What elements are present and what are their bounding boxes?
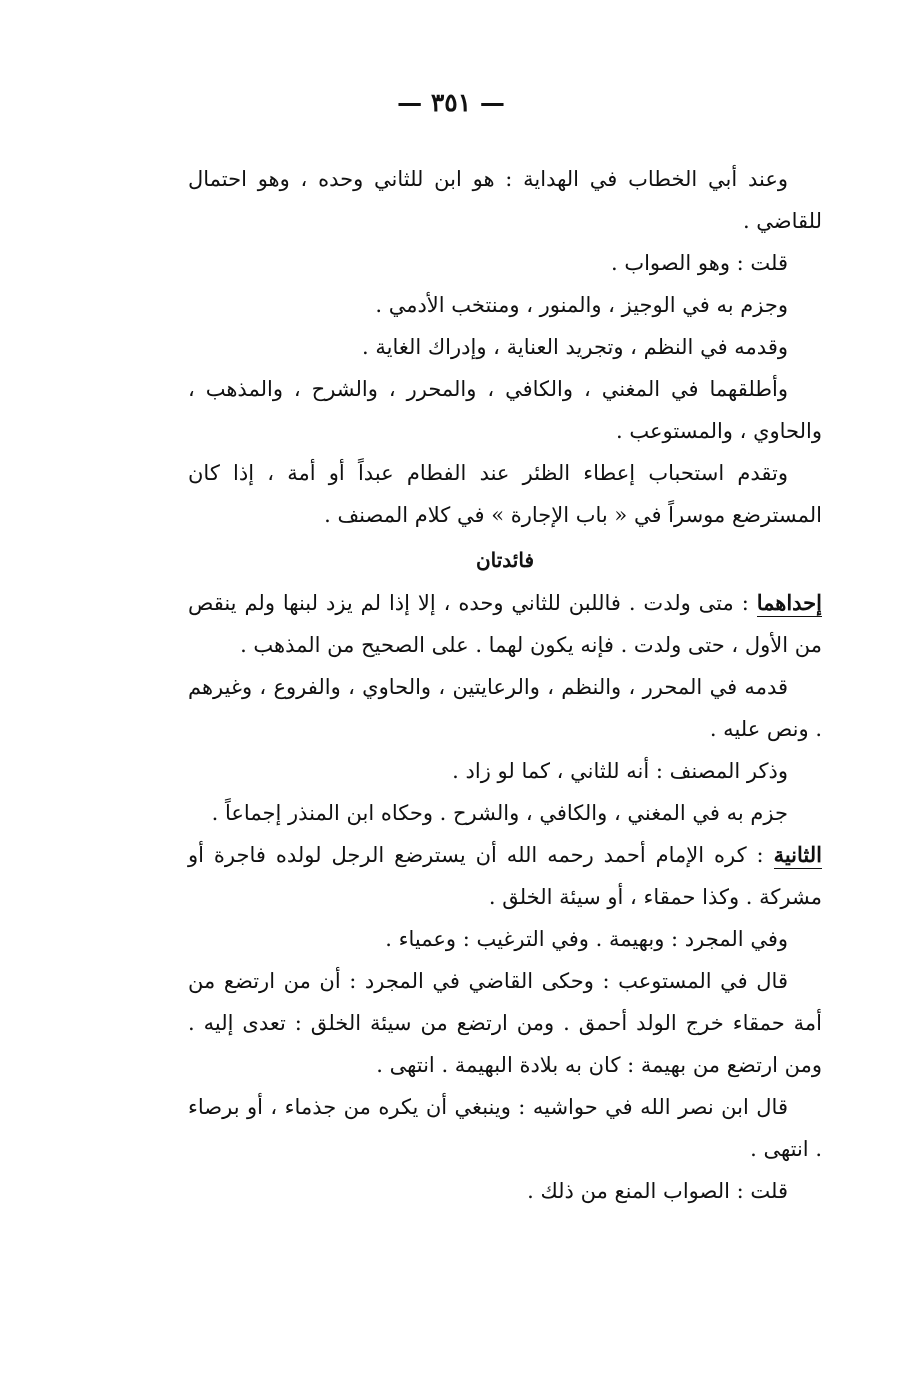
paragraph-1: وعند أبي الخطاب في الهداية : هو ابن للثاني وحده ، وهو احتمال للقاضي .	[188, 167, 822, 233]
paragraph-5: وأطلقهما في المغني ، والكافي ، والمحرر ، والشرح ، والمذهب ، والحاوي ، والمستوعب .	[188, 377, 822, 443]
paragraph-11-lead: الثانية	[773, 842, 822, 867]
paragraph-3: وجزم به في الوجيز ، والمنور ، ومنتخب الأدمي .	[375, 293, 788, 317]
paragraph-11-text: : كره الإمام أحمد رحمه الله أن يسترضع الرجل لولده فاجرة أو مشركة . وكذا حمقاء ، أو سيئة الخلق .	[188, 843, 822, 909]
paragraph-14: قال ابن نصر الله في حواشيه : وينبغي أن يكره من جذماء ، أو برصاء . انتهى .	[188, 1095, 822, 1161]
paragraph-2: قلت : وهو الصواب .	[610, 251, 788, 275]
paragraph-9: وذكر المصنف : أنه للثاني ، كما لو زاد .	[452, 759, 788, 783]
section-heading: فائدتان	[475, 548, 535, 572]
page-number: — ٣٥١ —	[397, 88, 505, 117]
paragraph-7-lead: إحداهما	[756, 590, 822, 615]
paragraph-13: قال في المستوعب : وحكى القاضي في المجرد : أن من ارتضع من أمة حمقاء خرج الولد أحمق . ومن ارتضع من سيئة الخلق : تعدى إليه . ومن ارتضع من بهيمة : كان به بلادة البهيمة . انتهى .	[188, 969, 822, 1077]
paragraph-7-text: : متى ولدت . فاللبن للثاني وحده ، إلا إذا لم يزد لبنها ولم ينقص من الأول ، حتى ولدت . فإنه يكون لهما . على الصحيح من المذهب .	[188, 591, 822, 657]
paragraph-10: جزم به في المغني ، والكافي ، والشرح . وحكاه ابن المنذر إجماعاً .	[211, 801, 788, 825]
paragraph-12: وفي المجرد : وبهيمة . وفي الترغيب : وعمياء .	[385, 927, 788, 951]
paragraph-8: قدمه في المحرر ، والنظم ، والرعايتين ، والحاوي ، والفروع ، وغيرهم . ونص عليه .	[188, 675, 822, 741]
paragraph-15: قلت : الصواب المنع من ذلك .	[527, 1179, 788, 1203]
page-body	[188, 158, 822, 1212]
paragraph-4: وقدمه في النظم ، وتجريد العناية ، وإدراك الغاية .	[361, 335, 788, 359]
paragraph-6: وتقدم استحباب إعطاء الظئر عند الفطام عبداً أو أمة ، إذا كان المسترضع موسراً في « باب الإجارة » في كلام المصنف .	[188, 461, 822, 527]
paragraph-11	[188, 834, 822, 918]
paragraph-7	[188, 582, 822, 666]
